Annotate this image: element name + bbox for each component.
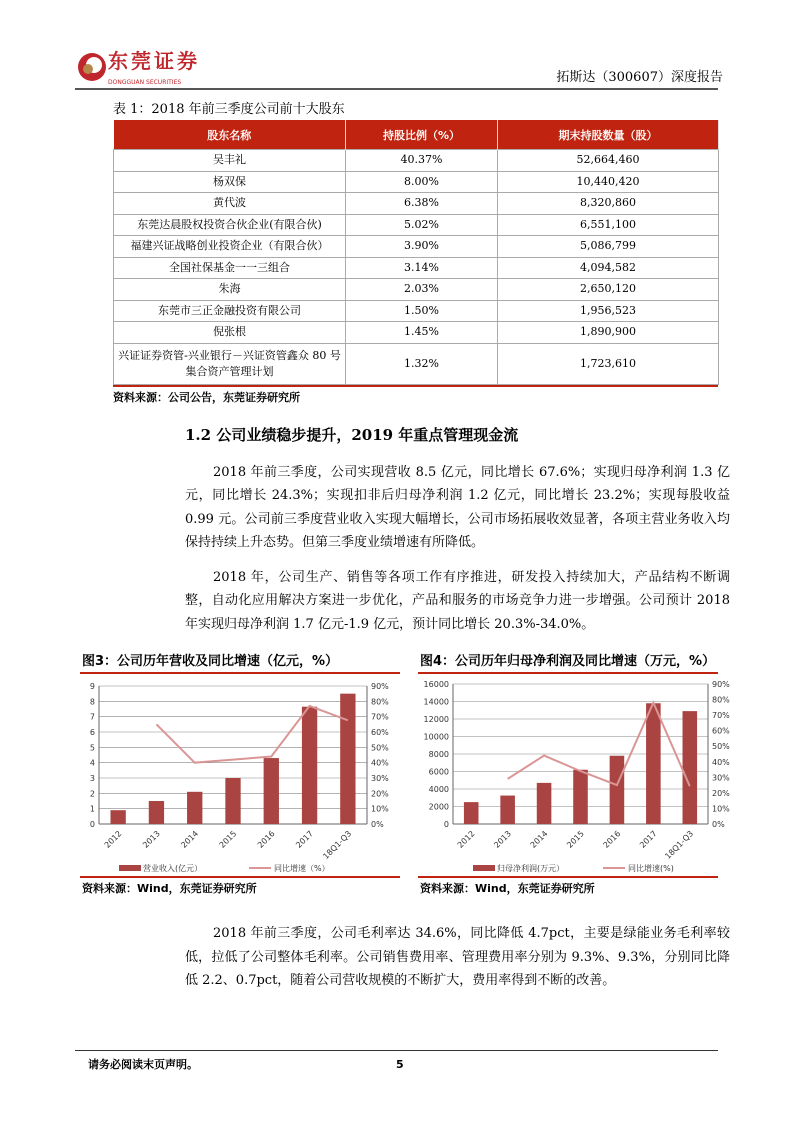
legend-label: 同比增速（%）	[274, 864, 330, 873]
y2-tick-label: 50%	[371, 743, 389, 753]
table-cell: 1,956,523	[498, 300, 719, 322]
table-cell: 兴证证券资管-兴业银行－兴证资管鑫众 80 号集合资产管理计划	[114, 343, 346, 384]
table-row	[114, 236, 719, 258]
y2-tick-label: 30%	[712, 773, 730, 783]
report-title: 拓斯达（300607）深度报告	[556, 70, 723, 85]
table-row	[114, 343, 719, 384]
table-row	[114, 300, 719, 322]
y2-tick-label: 80%	[712, 695, 730, 705]
table-cell: 黄代波	[114, 193, 346, 215]
y-tick-label: 5	[89, 743, 95, 753]
bar	[340, 694, 355, 824]
y2-tick-label: 0%	[371, 820, 384, 829]
col-header: 股东名称	[114, 120, 346, 150]
y2-tick-label: 60%	[712, 726, 730, 736]
shareholder-table	[113, 120, 719, 385]
y2-tick-label: 30%	[371, 774, 389, 783]
table-cell: 4,094,582	[498, 257, 719, 279]
legend-bar-swatch	[119, 865, 141, 871]
col-header: 期末持股数量（股）	[498, 120, 719, 150]
y2-tick-label: 90%	[712, 680, 730, 689]
bar	[500, 796, 515, 824]
paragraph: 2018 年前三季度，公司实现营收 8.5 亿元，同比增长 67.6%；实现归母净利润 1.3 亿元，同比增长 24.3%；实现扣非后归母净利润 1.2 亿元，同比增长 23.2%；实现每股收益 0.99 元。公司前三季度营业收入实现大幅增长，公司市场拓展收效显著，各项主营业务收入均保持持续上升态势。但第三季度业绩增速有所降低。	[185, 464, 730, 550]
paragraph: 2018 年前三季度，公司毛利率达 34.6%，同比降低 4.7pct，主要是绿能业务毛利率较低，拉低了公司整体毛利率。公司销售费用率、管理费用率分别为 9.3%、9.3%，分别同比降低 2.2、0.7pct，随着公司营收规模的不断扩大，费用率得到不断的改善。	[185, 926, 730, 988]
table-cell: 5.02%	[346, 214, 498, 236]
table-cell: 福建兴证战略创业投资企业（有限合伙）	[114, 236, 346, 258]
x-tick-label: 2013	[141, 829, 162, 850]
bar	[537, 783, 552, 824]
y-tick-label: 4	[89, 758, 95, 768]
table-row	[114, 257, 719, 279]
table-cell: 3.90%	[346, 236, 498, 258]
y2-tick-label: 40%	[371, 758, 389, 768]
y-tick-label: 3	[89, 774, 95, 783]
chart-rule	[80, 876, 400, 878]
bar	[110, 810, 125, 824]
x-tick-label: 2012	[102, 829, 124, 850]
table-cell: 10,440,420	[498, 171, 719, 193]
y2-tick-label: 10%	[371, 804, 389, 814]
y-tick-label: 1	[89, 804, 95, 814]
logo-text: 东莞证券	[108, 49, 200, 73]
y2-tick-label: 70%	[712, 711, 730, 721]
table-cell: 1.32%	[346, 343, 498, 384]
y-tick-label: 8	[89, 697, 95, 707]
y-tick-label: 7	[89, 712, 95, 722]
table-bottom-rule	[113, 385, 718, 387]
y-tick-label: 16000	[423, 680, 449, 689]
chart-row	[80, 654, 730, 896]
y-tick-label: 6	[89, 728, 95, 737]
table-cell: 40.37%	[346, 150, 498, 172]
x-tick-label: 18Q1-Q3	[321, 829, 354, 861]
bar	[646, 703, 661, 824]
table-row	[114, 214, 719, 236]
chart-source: 资料来源：Wind，东莞证券研究所	[82, 882, 257, 895]
chart-title: 图4：公司历年归母净利润及同比增速（万元，%）	[420, 654, 716, 669]
y-tick-label: 2000	[428, 802, 449, 812]
table-row	[114, 322, 719, 344]
table-cell: 6,551,100	[498, 214, 719, 236]
y2-tick-label: 70%	[371, 712, 389, 722]
table-row	[114, 193, 719, 215]
bar	[610, 756, 625, 824]
y-tick-label: 10000	[423, 732, 449, 742]
table-cell: 8.00%	[346, 171, 498, 193]
page-number: 5	[396, 1058, 404, 1071]
x-tick-label: 18Q1-Q3	[663, 829, 696, 861]
paragraph: 2018 年，公司生产、销售等各项工作有序推进，研发投入持续加大，产品结构不断调整，自动化应用解决方案进一步优化，产品和服务的市场竞争力进一步增强。公司预计 2018 年实现归母净利润 1.7 亿元-1.9 亿元，预计同比增长 20.3%-34.0%。	[185, 569, 730, 632]
x-tick-label: 2014	[528, 829, 550, 850]
x-tick-label: 2016	[255, 829, 277, 850]
x-tick-label: 2014	[179, 829, 201, 850]
y2-tick-label: 60%	[371, 728, 389, 737]
y-tick-label: 0	[443, 820, 449, 829]
table-cell: 6.38%	[346, 193, 498, 215]
table-cell: 吴丰礼	[114, 150, 346, 172]
x-tick-label: 2012	[455, 829, 477, 850]
y2-tick-label: 90%	[371, 682, 389, 691]
legend-label: 营业收入(亿元）	[143, 864, 203, 873]
y2-tick-label: 20%	[712, 788, 730, 798]
table-row	[114, 150, 719, 172]
revenue-chart	[80, 674, 400, 876]
table-row	[114, 171, 719, 193]
x-tick-label: 2015	[565, 829, 586, 850]
table-row	[114, 279, 719, 301]
x-tick-label: 2016	[601, 829, 623, 850]
net-profit-chart	[418, 674, 728, 876]
table-cell: 8,320,860	[498, 193, 719, 215]
x-tick-label: 2017	[638, 829, 659, 850]
table-cell: 2,650,120	[498, 279, 719, 301]
table-cell: 朱海	[114, 279, 346, 301]
y-tick-label: 9	[89, 682, 95, 691]
table-source: 资料来源：公司公告，东莞证券研究所	[113, 390, 300, 404]
table-section	[113, 102, 718, 405]
y2-tick-label: 20%	[371, 789, 389, 799]
table-cell: 倪张根	[114, 322, 346, 344]
table-cell: 东莞达晨股权投资合伙企业(有限合伙)	[114, 214, 346, 236]
table-cell: 52,664,460	[498, 150, 719, 172]
bar	[264, 758, 279, 824]
x-tick-label: 2013	[492, 829, 514, 850]
chart-title: 图3：公司历年营收及同比增速（亿元，%）	[82, 654, 339, 669]
chart-source: 资料来源：Wind，东莞证券研究所	[420, 882, 595, 895]
y2-tick-label: 0%	[712, 820, 725, 829]
table-title: 表 1：2018 年前三季度公司前十大股东	[113, 102, 345, 117]
legend-bar-swatch	[473, 865, 495, 871]
bar	[683, 711, 698, 824]
y2-tick-label: 10%	[712, 804, 730, 814]
y-tick-label: 4000	[428, 785, 449, 794]
y2-tick-label: 40%	[712, 757, 730, 767]
footer-divider	[75, 1050, 718, 1051]
table-cell: 杨双保	[114, 171, 346, 193]
bar	[464, 802, 479, 824]
section-heading: 1.2 公司业绩稳步提升，2019 年重点管理现金流	[185, 425, 519, 444]
y-tick-label: 6000	[428, 767, 449, 777]
y-tick-label: 12000	[423, 715, 449, 724]
revenue-chart-box	[80, 654, 400, 896]
x-tick-label: 2017	[294, 829, 315, 850]
table-cell: 东莞市三正金融投资有限公司	[114, 300, 346, 322]
table-cell: 3.14%	[346, 257, 498, 279]
y-tick-label: 8000	[428, 750, 449, 759]
legend-label: 归母净利润(万元）	[497, 864, 565, 873]
bar	[302, 707, 317, 824]
chart-rule	[418, 876, 718, 878]
table-cell: 1.50%	[346, 300, 498, 322]
y2-tick-label: 50%	[712, 742, 730, 752]
x-tick-label: 2015	[217, 829, 239, 850]
logo-subtitle: DONGGUAN SECURITIES	[108, 79, 182, 86]
y-tick-label: 2	[89, 789, 95, 799]
y-tick-label: 0	[89, 820, 95, 829]
bar	[573, 770, 588, 824]
table-cell: 5,086,799	[498, 236, 719, 258]
table-cell: 1.45%	[346, 322, 498, 344]
bar	[187, 792, 202, 824]
footer-disclaimer: 请务必阅读末页声明。	[88, 1058, 198, 1071]
y2-tick-label: 80%	[371, 697, 389, 707]
y-tick-label: 14000	[423, 697, 449, 707]
legend-label: 同比增速(%)	[628, 864, 674, 873]
col-header: 持股比例（%）	[346, 120, 498, 150]
bar	[225, 778, 240, 824]
growth-line	[508, 703, 690, 787]
table-cell: 1,723,610	[498, 343, 719, 384]
bar	[149, 801, 164, 824]
net-profit-chart-box	[418, 654, 728, 896]
table-cell: 1,890,900	[498, 322, 719, 344]
growth-line	[156, 706, 347, 763]
table-cell: 2.03%	[346, 279, 498, 301]
table-cell: 全国社保基金一一三组合	[114, 257, 346, 279]
